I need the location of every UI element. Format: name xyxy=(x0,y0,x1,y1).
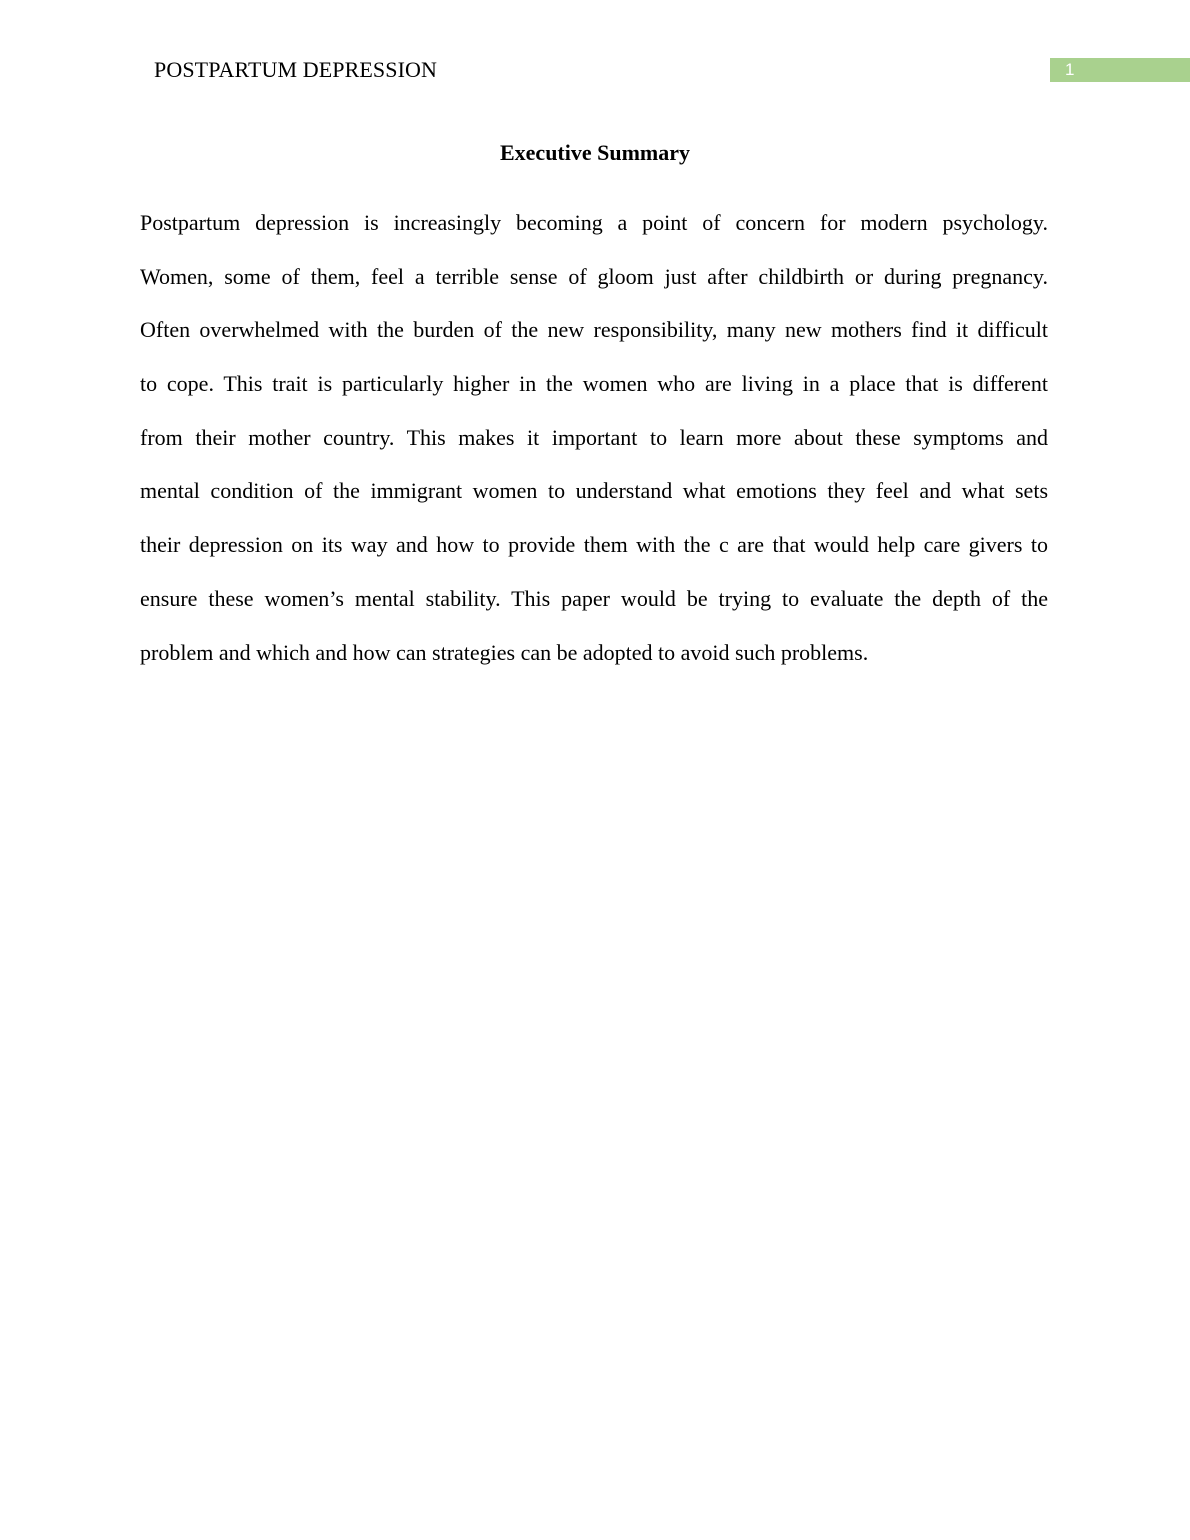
summary-paragraph xyxy=(140,207,1048,690)
paragraph-line: their depression on its way and how to provide them with the c are that would help care givers to xyxy=(140,532,1048,558)
paragraph-line: from their mother country. This makes it important to learn more about these symptoms and xyxy=(140,424,1048,450)
paragraph-line: ensure these women’s mental stability. This paper would be trying to evaluate the depth of the xyxy=(140,585,1048,611)
paragraph-line: mental condition of the immigrant women to understand what emotions they feel and what sets xyxy=(140,478,1048,504)
paragraph-line: Postpartum depression is increasingly becoming a point of concern for modern psychology. xyxy=(140,210,1048,235)
paragraph-line: Women, some of them, feel a terrible sense of gloom just after childbirth or during pregnancy. xyxy=(140,263,1048,289)
section-title: Executive Summary xyxy=(499,140,691,165)
paragraph-line: Often overwhelmed with the burden of the new responsibility, many new mothers find it difficult xyxy=(140,317,1048,343)
running-head: POSTPARTUM DEPRESSION xyxy=(154,57,437,82)
paragraph-line: to cope. This trait is particularly higher in the women who are living in a place that is different xyxy=(140,371,1048,397)
page-number: 1 xyxy=(1065,60,1075,79)
page-number-badge xyxy=(1050,58,1190,82)
paragraph-line: problem and which and how can strategies can be adopted to avoid such problems. xyxy=(140,639,869,665)
